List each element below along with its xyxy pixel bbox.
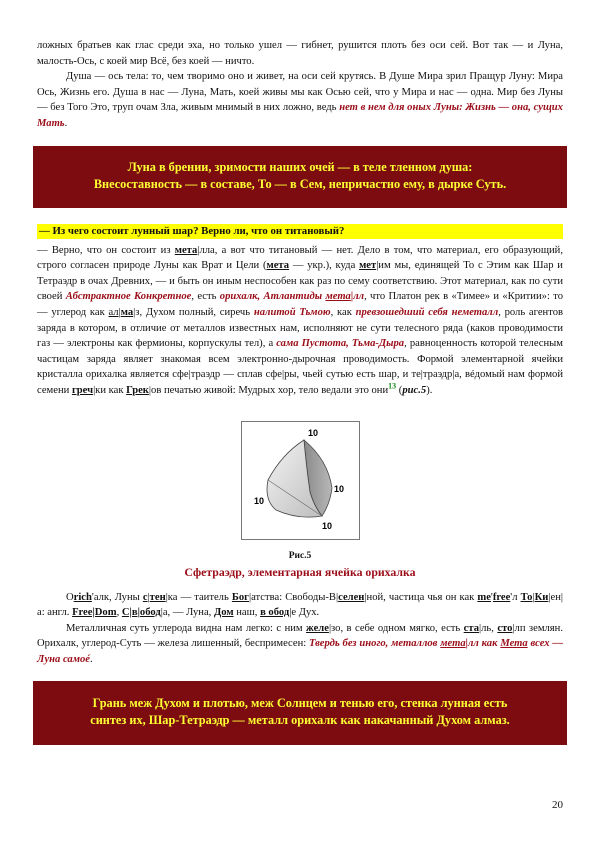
paragraph-4: Orich'алк, Луны с|тен|ка — таитель Бог|атства: Свободы-В|селен|ной, частица чья он как me'free'л То|Ки|ен|а: англ. Free|Dom, С|в|обод|а, — Луна, Дом наш, в обод|е Дух. <box>37 591 563 619</box>
figure-number: Рис.5 <box>288 550 312 561</box>
figure-caption: Сфетраэдр, элементарная ячейка орихалка <box>184 564 416 579</box>
question-heading: — Из чего состоит лунный шар? Верно ли, что он титановый? <box>37 224 563 239</box>
sphetrahedron-figure <box>241 421 360 540</box>
quote-banner-1 <box>33 146 567 208</box>
paragraph-5: Металличная суть углерода видна нам легко: с ним желе|зо, в себе одном мягко, есть ста|ль, сто|лп землян. Орихалк, углерод-Суть — железа лишенный, беспримесен: Твердь без иного, металлов мета|лл как Мета всех — Луна самоé. <box>37 622 563 665</box>
vertex-label: 10 <box>333 483 344 494</box>
banner-line: Луна в брении, зримости наших очей — в теле тленном душа: <box>127 159 473 174</box>
figure-reference[interactable]: рис.5 <box>402 384 427 396</box>
paragraph-1: ложных братьев как глас среди эха, но только ушел — гибнет, рушится плоть без оси сей. Вот так — и Луна, малость-Ось, с коей мир Всё, без коей — ничто. <box>37 40 563 67</box>
quote-banner-2 <box>33 681 567 745</box>
vertex-label: 10 <box>321 520 332 531</box>
paragraph-3: — Верно, что он состоит из мета|лла, а вот что титановый — нет. Дело в том, что материал, его образующий, строго согласен природе Луны как Врат и Цели (мета — укр.), куда мет|им мы, единящей То с Этим как Шар и Тетраэдр в очах Древних, — и быть он иным неспособен как раз по сему соответствию. Этот материал, как по сути своей Абстрактное Конкретное, есть орихалк, Атлантиды мета|лл, что Платон рек в «Тимее» и «Критии»: то — углерод как ал|ма|з, Духом полный, сиречь налитой Тьмою, как превзошедший себя неметалл, роль агентов заряда в котором, в отличие от металлов известных нам, исполняют не сути телесного ряда (каков проводимости газ — электроны как фермионы, корпускулы тел), а сама Пустота, Тьма-Дыра, равноценность которой телесным частицам заряда являет знакомая всем электронно-дырочная проводимость. Формой элементарной ячейки кристалла орихалка является сфе|траэдр — сплав сфе|ры, чьей сутью есть шар, и те|траэдр|а, вéдомый нам формой семени греч|ки как Грек|ов печатью живой: Мудрых хор, тело ведали это они$^{13}$ (рис.5). <box>37 244 564 396</box>
sphetrahedron-drawing <box>242 422 359 539</box>
emphasis-text: нет в нем для оных Луны: Жизнь — она, сущих Мать <box>37 102 563 129</box>
banner-line: Грань меж Духом и плотью, меж Солнцем и тенью его, стенка лунная есть <box>92 696 508 711</box>
vertex-label: 10 <box>253 495 264 506</box>
page-number: 20 <box>552 799 563 811</box>
banner-line: Внесоставность — в составе, То — в Сем, непричастно ему, в дырке Суть. <box>93 176 507 191</box>
footnote-ref[interactable]: 13 <box>388 381 397 391</box>
banner-line: синтез их, Шар-Тетраэдр — металл орихалк как накачанный Духом алмаз. <box>90 713 510 728</box>
vertex-label: 10 <box>307 427 318 438</box>
paragraph-2: Душа — ось тела: то, чем творимо оно и живет, на оси сей крутясь. В Душе Мира зрил Пращур Луну: Мира Ось, Жизнь его. Душа в нас — Луна, Мать, коей живы мы как Осью сей, что у Мира и нас — одна. Мир без Луны — без Того Это, труп очам Зла, живым мнимый в них ложно, ведь нет в нем для оных Луны: Жизнь — она, сущих Мать. <box>37 71 563 129</box>
